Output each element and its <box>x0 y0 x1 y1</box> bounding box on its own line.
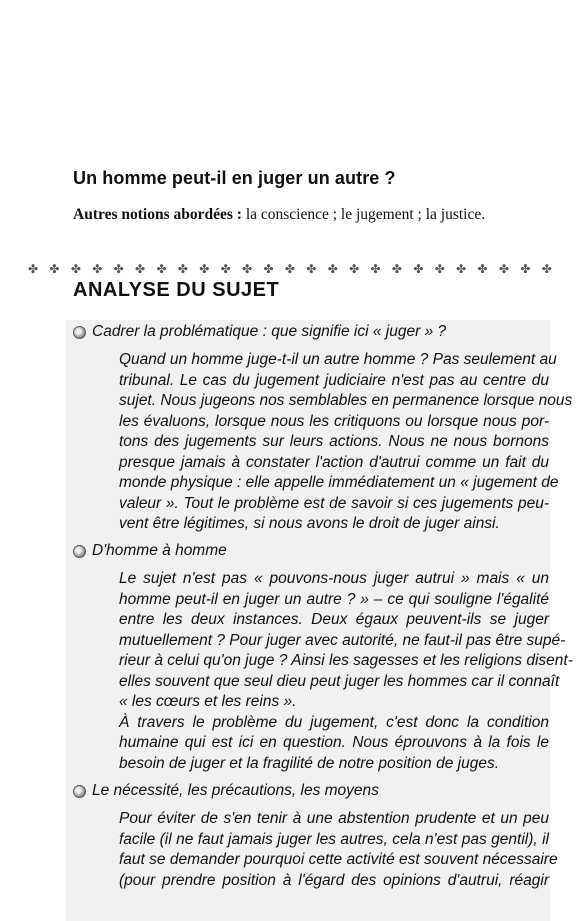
bullet-icon <box>73 545 86 558</box>
ornament-icon: ✤ <box>349 262 360 276</box>
subsection-heading-text: Le nécessité, les précautions, les moyens <box>92 782 379 799</box>
other-notions-label: Autres notions abordées : <box>73 206 242 223</box>
subsection-heading-1 <box>73 323 446 341</box>
text-line: rieur à celui qu'on juge ? Ainsi les sagesses et les religions disent- <box>119 652 573 669</box>
ornament-icon: ✤ <box>92 262 103 276</box>
subsection-body-2 <box>119 569 573 774</box>
ornament-icon: ✤ <box>413 262 424 276</box>
page-title: Un homme peut-il en juger un autre ? <box>73 168 396 188</box>
text-line: monde physique : elle appelle immédiatement un « jugement de <box>119 474 559 491</box>
text-line: mutuellement ? Pour juger avec autorité, ne faut-il pas être supé- <box>119 631 566 649</box>
text-line: humaine qui est ici en question. Nous éprouvons à la fois le <box>119 734 549 751</box>
ornament-icon: ✤ <box>177 262 188 276</box>
ornament-icon: ✤ <box>370 262 381 276</box>
ornament-icon: ✤ <box>49 262 60 276</box>
ornament-icon: ✤ <box>541 262 552 276</box>
ornament-icon: ✤ <box>434 262 445 276</box>
subsection-heading-text: D'homme à homme <box>92 542 227 559</box>
text-line: facile (il ne faut jamais juger les autres, cela n'est pas gentil), il <box>119 830 549 848</box>
ornament-icon: ✤ <box>220 262 231 276</box>
section-title: ANALYSE DU SUJET <box>73 279 280 301</box>
ornament-icon: ✤ <box>391 262 402 276</box>
ornament-icon: ✤ <box>242 262 253 276</box>
text-line: homme peut-il en juger un autre ? » – ce qui souligne l'égalité <box>119 590 549 608</box>
ornament-icon: ✤ <box>156 262 167 276</box>
text-line: entre les deux instances. Deux égaux peuvent-ils se juger <box>119 611 549 628</box>
other-notions-text: la conscience ; le jugement ; la justice. <box>241 206 486 223</box>
ornament-icon: ✤ <box>199 262 210 276</box>
text-line: tribunal. Le cas du jugement judiciaire n'est pas au centre du <box>119 371 549 389</box>
text-line: Pour éviter de s'en tenir à une abstention prudente et un peu <box>119 810 549 827</box>
ornament-icon: ✤ <box>327 262 338 276</box>
ornamental-divider <box>28 261 552 277</box>
text-line: Quand un homme juge-t-il un autre homme ? Pas seulement au <box>119 351 557 368</box>
text-line: elles souvent que seul dieu peut juger les hommes car il connaît <box>119 672 560 690</box>
bullet-icon <box>73 785 86 798</box>
text-line: besoin de juger et la fragilité de notre position de juges. <box>119 754 499 772</box>
ornament-icon: ✤ <box>306 262 317 276</box>
text-line: À travers le problème du jugement, c'est donc la condition <box>119 713 549 731</box>
other-notions <box>73 206 563 224</box>
text-line: faut se demander pourquoi cette activité est souvent nécessaire <box>119 851 558 868</box>
subsection-heading-2 <box>73 542 227 560</box>
subsection-heading-3 <box>73 782 379 800</box>
text-line: (pour prendre position à l'égard des opinions d'autrui, réagir <box>119 871 549 889</box>
text-line: tons des jugements sur leurs actions. Nous ne nous bornons <box>119 433 549 450</box>
text-line: presque jamais à constater l'action d'autrui comme un fait du <box>119 453 549 471</box>
ornament-icon: ✤ <box>263 262 274 276</box>
subsection-heading-text: Cadrer la problématique : que signifie ici « juger » ? <box>92 323 447 340</box>
ornament-icon: ✤ <box>498 262 509 276</box>
ornament-icon: ✤ <box>520 262 531 276</box>
ornament-icon: ✤ <box>70 262 81 276</box>
bullet-icon <box>73 326 86 339</box>
ornament-icon: ✤ <box>284 262 295 276</box>
text-line: les évaluons, lorsque nous les critiquons ou lorsque nous por- <box>119 412 549 430</box>
ornament-icon: ✤ <box>135 262 146 276</box>
text-line: sujet. Nous jugeons nos semblables en permanence lorsque nous <box>119 392 573 409</box>
text-line: valeur ». Tout le problème est de savoir si ces jugements peu- <box>119 494 549 512</box>
ornament-icon: ✤ <box>477 262 488 276</box>
subsection-body-3 <box>119 809 558 891</box>
ornament-icon: ✤ <box>456 262 467 276</box>
ornament-icon: ✤ <box>28 262 39 276</box>
text-line: Le sujet n'est pas « pouvons-nous juger autrui » mais « un <box>119 570 549 587</box>
text-line: vent être légitimes, si nous avons le droit de juger ainsi. <box>119 515 500 532</box>
ornament-icon: ✤ <box>113 262 124 276</box>
subsection-body-1 <box>119 350 573 535</box>
text-line: « les cœurs et les reins ». <box>119 693 297 710</box>
